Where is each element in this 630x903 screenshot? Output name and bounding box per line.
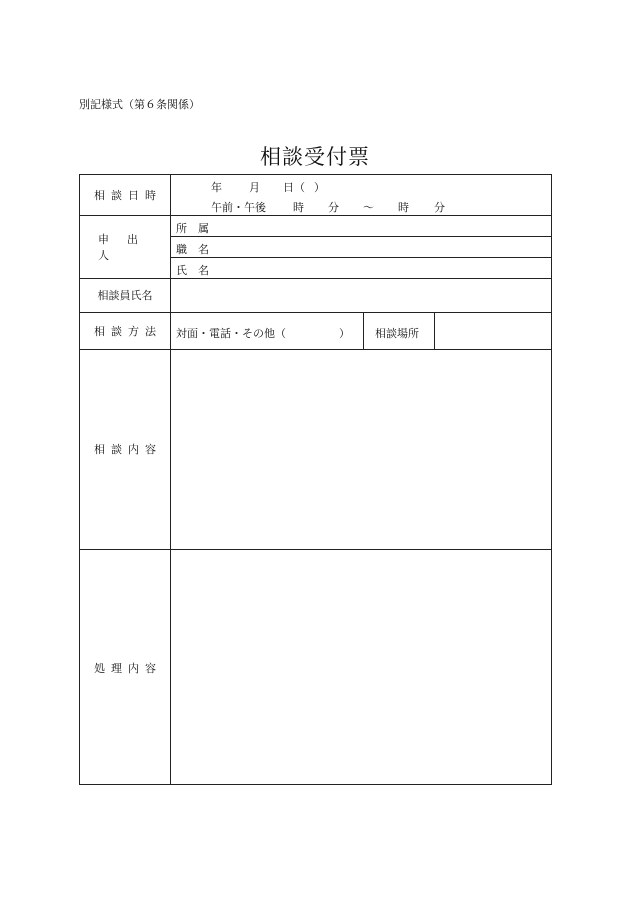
row-divider (170, 257, 551, 258)
consultant-name-label: 相談員氏名 (97, 289, 153, 302)
method-place-divider (363, 312, 364, 349)
method-label: 相談方法 (94, 324, 162, 338)
handling-label: 処理内容 (94, 661, 162, 675)
place-value-divider (434, 312, 435, 349)
place-label: 相談場所 (375, 327, 419, 340)
consultation-form (79, 174, 552, 785)
affiliation-label: 所 属 (176, 222, 209, 235)
tilde-label: ～ (363, 201, 374, 214)
position-label: 職 名 (176, 243, 209, 256)
method-options-close: ） (339, 327, 350, 340)
month-label: 月 (249, 181, 260, 194)
form-title: 相談受付票 (260, 145, 370, 169)
minute-label-1: 分 (328, 201, 339, 214)
applicant-label: 申出人 (98, 232, 156, 262)
hour-label-2: 時 (398, 201, 409, 214)
form-reference: 別記様式（第６条関係） (79, 98, 200, 111)
row-divider (170, 236, 551, 237)
hour-label-1: 時 (293, 201, 304, 214)
ampm-label: 午前・午後 (211, 201, 266, 214)
year-label: 年 (211, 181, 222, 194)
day-close: ） (314, 181, 325, 194)
content-label: 相談内容 (94, 443, 162, 456)
method-options: 対面・電話・その他（ (176, 327, 286, 340)
name-label: 氏 名 (176, 264, 209, 277)
minute-label-2: 分 (434, 201, 445, 214)
date-time-label: 相談日時 (94, 189, 162, 202)
day-label: 日（ (283, 181, 305, 194)
label-column-divider (170, 175, 171, 784)
